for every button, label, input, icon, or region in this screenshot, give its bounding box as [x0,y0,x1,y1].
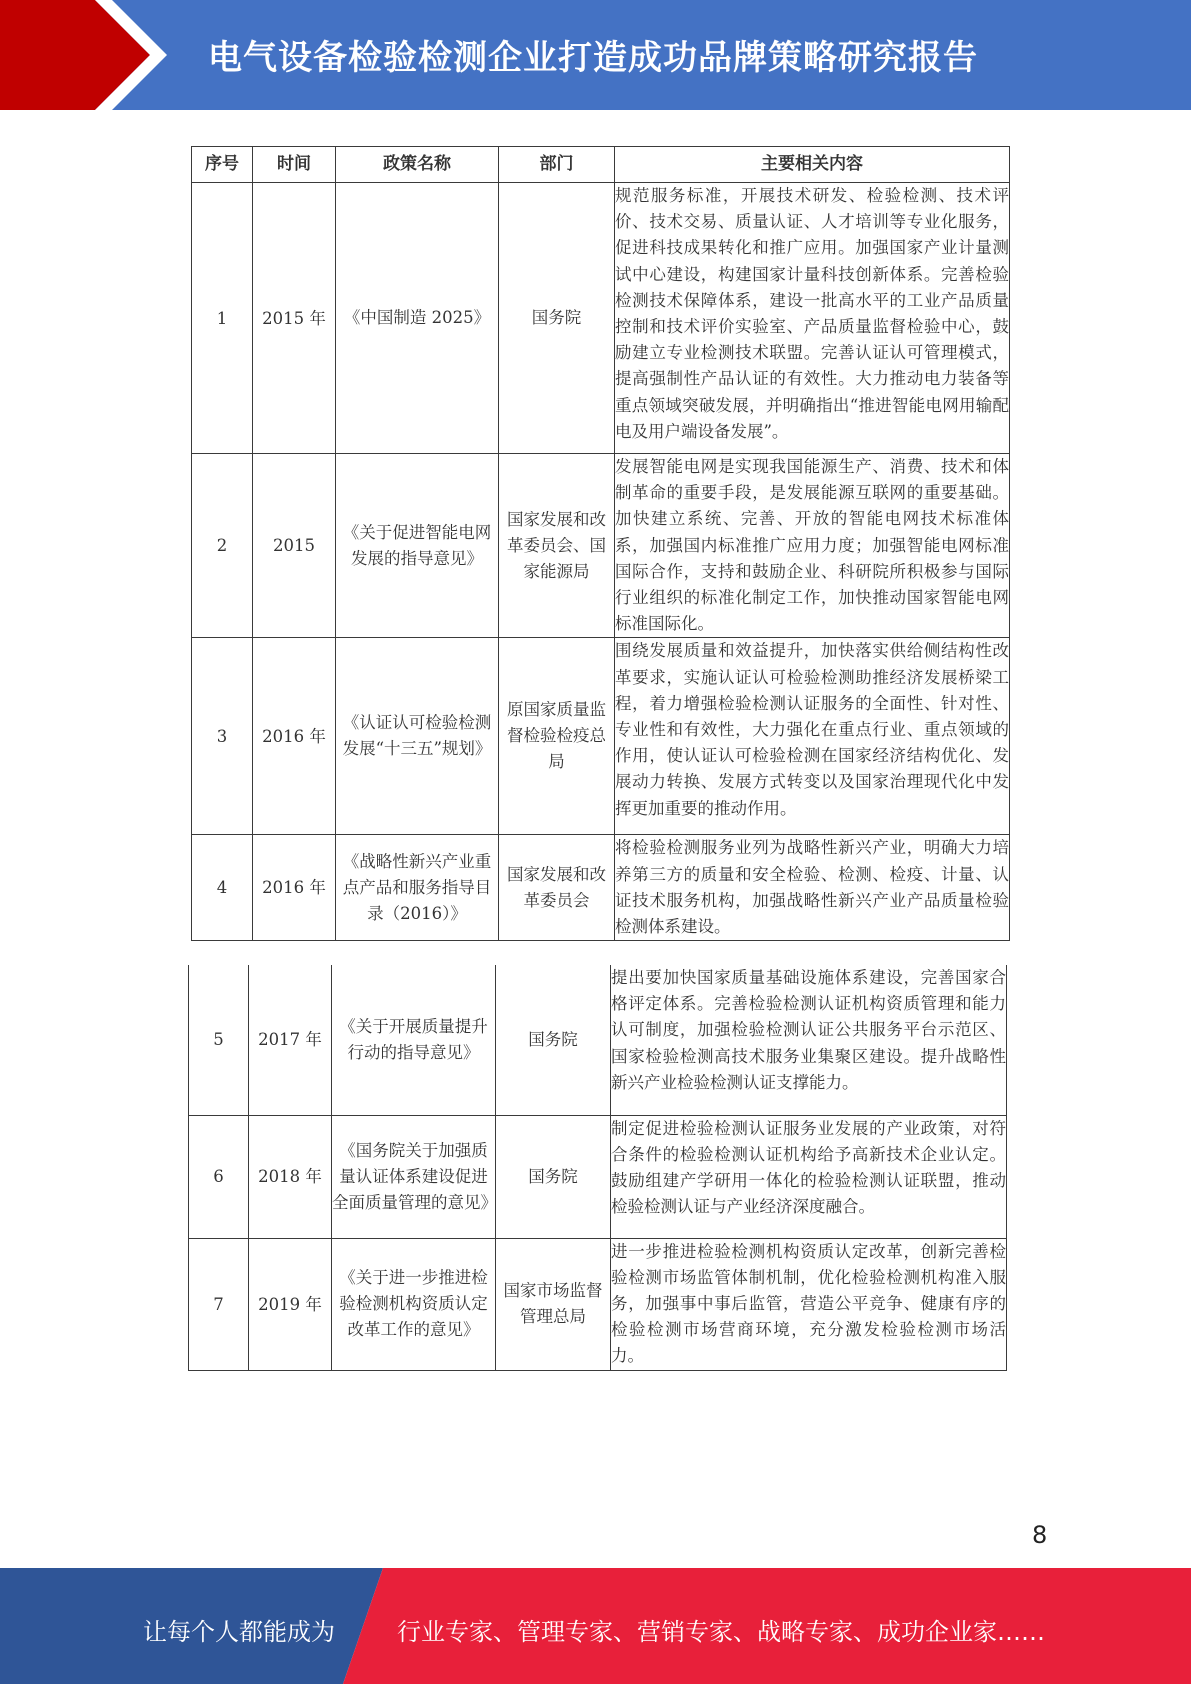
row-number: 6 [189,1115,249,1238]
row-content: 进一步推进检验检测机构资质认定改革，创新完善检验检测市场监管体制机制，优化检验检测机构准入服务，加强事中事后监管，营造公平竞争、健康有序的检验检测市场营商环境，充分激发检验检测市场活力。 [611,1238,1007,1370]
row-number: 1 [192,183,253,454]
row-policy-name: 《战略性新兴产业重点产品和服务指导目录（2016）》 [336,835,499,941]
table-row [189,1238,1007,1370]
column-header-department: 部门 [499,147,615,183]
row-department: 国务院 [496,1115,611,1238]
table-row [192,183,1010,454]
table-row [192,638,1010,835]
row-content: 发展智能电网是实现我国能源生产、消费、技术和体制革命的重要手段，是发展能源互联网的重要基础。加快建立系统、完善、开放的智能电网技术标准体系，加强国内标准推广应用力度；加强智能电网标准国际合作，支持和鼓励企业、科研院所积极参与国际行业组织的标准化制定工作，加快推动国家智能电网标准国际化。 [615,454,1010,638]
footer-slogan-right: 行业专家、管理专家、营销专家、战略专家、成功企业家…… [397,1618,1045,1646]
table-row [192,454,1010,638]
column-header-policy-name: 政策名称 [336,147,499,183]
row-time: 2018 年 [249,1115,332,1238]
row-number: 2 [192,454,253,638]
row-policy-name: 《关于进一步推进检验检测机构资质认定改革工作的意见》 [332,1238,496,1370]
row-number: 4 [192,835,253,941]
row-content: 围绕发展质量和效益提升，加快落实供给侧结构性改革要求，实施认证认可检验检测助推经济发展桥梁工程，着力增强检验检测认证服务的全面性、针对性、专业性和有效性，大力强化在重点行业、重点领域的作用，使认证认可检验检测在国家经济结构优化、发展动力转换、发展方式转变以及国家治理现代化中发挥更加重要的推动作用。 [615,638,1010,835]
row-number: 3 [192,638,253,835]
report-title: 电气设备检验检测企业打造成功品牌策略研究报告 [208,38,978,78]
policy-table-part2 [188,965,1007,1371]
page-header [0,0,1191,110]
row-policy-name: 《认证认可检验检测发展“十三五”规划》 [336,638,499,835]
row-department: 原国家质量监督检验检疫总局 [499,638,615,835]
row-time: 2015 [253,454,336,638]
row-policy-name: 《国务院关于加强质量认证体系建设促进全面质量管理的意见》 [332,1115,496,1238]
table-header-row [192,147,1010,183]
row-time: 2017 年 [249,965,332,1115]
row-policy-name: 《关于促进智能电网发展的指导意见》 [336,454,499,638]
row-department: 国家发展和改革委员会、国家能源局 [499,454,615,638]
row-number: 5 [189,965,249,1115]
row-content: 将检验检测服务业列为战略性新兴产业，明确大力培养第三方的质量和安全检验、检测、检疫、计量、认证技术服务机构，加强战略性新兴产业产品质量检验检测体系建设。 [615,835,1010,941]
row-time: 2016 年 [253,638,336,835]
table-row [189,1115,1007,1238]
table-row [192,835,1010,941]
column-header-content: 主要相关内容 [615,147,1010,183]
row-time: 2019 年 [249,1238,332,1370]
row-policy-name: 《中国制造 2025》 [336,183,499,454]
row-department: 国务院 [499,183,615,454]
footer-slogan-left: 让每个人都能成为 [143,1618,335,1646]
row-content: 规范服务标准，开展技术研发、检验检测、技术评价、技术交易、质量认证、人才培训等专业化服务，促进科技成果转化和推广应用。加强国家产业计量测试中心建设，构建国家计量科技创新体系。完善检验检测技术保障体系，建设一批高水平的工业产品质量控制和技术评价实验室、产品质量监督检验中心，鼓励建立专业检测技术联盟。完善认证认可管理模式，提高强制性产品认证的有效性。大力推动电力装备等重点领域突破发展，并明确指出“推进智能电网用输配电及用户端设备发展”。 [615,183,1010,454]
column-header-time: 时间 [253,147,336,183]
row-number: 7 [189,1238,249,1370]
row-department: 国家市场监督管理总局 [496,1238,611,1370]
row-content: 提出要加快国家质量基础设施体系建设，完善国家合格评定体系。完善检验检测认证机构资质管理和能力认可制度，加强检验检测认证公共服务平台示范区、国家检验检测高技术服务业集聚区建设。提升战略性新兴产业检验检测认证支撑能力。 [611,965,1007,1115]
page-number: 8 [1032,1521,1048,1549]
table-row [189,965,1007,1115]
row-time: 2015 年 [253,183,336,454]
column-header-no: 序号 [192,147,253,183]
row-policy-name: 《关于开展质量提升行动的指导意见》 [332,965,496,1115]
row-department: 国务院 [496,965,611,1115]
policy-table-part1 [191,146,1010,941]
row-department: 国家发展和改革委员会 [499,835,615,941]
page-footer [0,1568,1191,1684]
row-time: 2016 年 [253,835,336,941]
row-content: 制定促进检验检测认证服务业发展的产业政策，对符合条件的检验检测认证机构给予高新技术企业认定。鼓励组建产学研用一体化的检验检测认证联盟，推动检验检测认证与产业经济深度融合。 [611,1115,1007,1238]
